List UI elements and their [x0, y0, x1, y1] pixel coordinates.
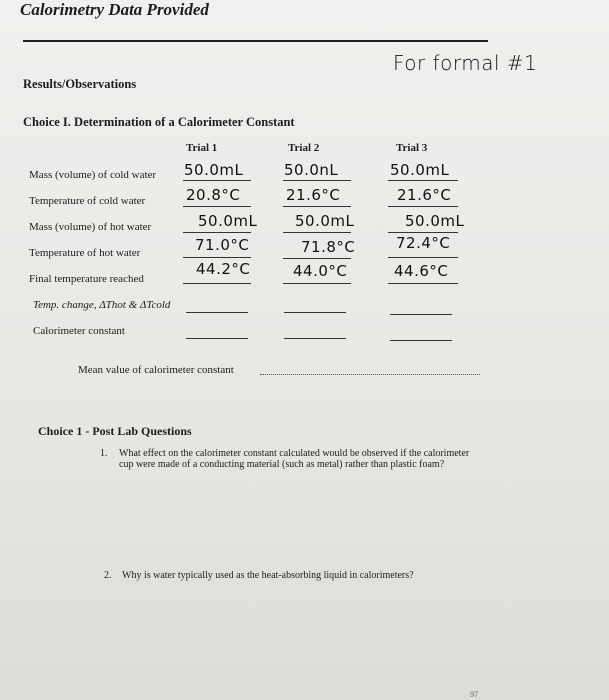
mean-answer-line [260, 374, 480, 375]
page-title: Calorimetry Data Provided [20, 0, 209, 19]
answer-line [388, 283, 458, 284]
answer-line [388, 232, 458, 233]
cell-value: 72.4°C [396, 234, 451, 252]
cell-value: 21.6°C [397, 186, 452, 204]
answer-line [284, 312, 346, 313]
row-label: Final temperature reached [29, 273, 144, 285]
choice-heading: Choice I. Determination of a Calorimeter Constant [23, 115, 295, 129]
cell-value: 50.0mL [184, 161, 244, 179]
answer-line [183, 232, 251, 233]
question-text: What effect on the calorimeter constant calculated would be observed if the calorimeter cup were made of a conducting material (such as metal) rather than plastic foam? [119, 448, 470, 470]
answer-line [183, 180, 251, 181]
cell-value: 44.0°C [293, 262, 348, 280]
column-header-trial-3: Trial 3 [396, 142, 428, 154]
cell-value: 21.6°C [286, 186, 341, 204]
answer-line [388, 180, 458, 181]
postlab-heading: Choice 1 - Post Lab Questions [38, 424, 192, 438]
mean-label: Mean value of calorimeter constant [78, 364, 234, 376]
row-label: Temperature of cold water [29, 195, 146, 207]
row-label: Temp. change, ΔThot & ΔTcold [33, 299, 171, 311]
answer-line [183, 283, 251, 284]
row-label: Mass (volume) of hot water [29, 221, 152, 233]
cell-value: 50.0mL [405, 212, 465, 230]
answer-line [183, 206, 251, 207]
cell-value: 50.0mL [198, 212, 258, 230]
answer-line [283, 206, 351, 207]
cell-value: 50.0nL [284, 161, 339, 179]
answer-line [186, 312, 248, 313]
column-header-trial-2: Trial 2 [288, 142, 320, 154]
column-header-trial-1: Trial 1 [186, 142, 218, 154]
cell-value: 71.8°C [301, 238, 356, 256]
question-number: 1. [100, 448, 108, 459]
row-label: Temperature of hot water [29, 247, 141, 259]
answer-line [283, 180, 351, 181]
answer-line [388, 206, 458, 207]
results-heading: Results/Observations [23, 77, 137, 91]
answer-line [388, 257, 458, 258]
cell-value: 20.8°C [186, 186, 241, 204]
handwritten-note: For formal #1 [393, 51, 538, 75]
answer-line [284, 338, 346, 339]
question-text: Why is water typically used as the heat-absorbing liquid in calorimeters? [122, 570, 414, 581]
cell-value: 44.2°C [196, 260, 251, 278]
cell-value: 71.0°C [195, 236, 250, 254]
page-number: 97 [470, 690, 478, 699]
answer-line [186, 338, 248, 339]
cell-value: 50.0mL [390, 161, 450, 179]
question-number: 2. [104, 570, 112, 581]
title-rule [23, 40, 488, 42]
cell-value: 44.6°C [394, 262, 449, 280]
answer-line [183, 257, 251, 258]
answer-line [283, 258, 351, 259]
row-label: Mass (volume) of cold water [29, 169, 157, 181]
answer-line [390, 314, 452, 315]
answer-line [390, 340, 452, 341]
answer-line [283, 232, 351, 233]
answer-line [283, 283, 351, 284]
row-label: Calorimeter constant [33, 325, 125, 337]
cell-value: 50.0mL [295, 212, 355, 230]
